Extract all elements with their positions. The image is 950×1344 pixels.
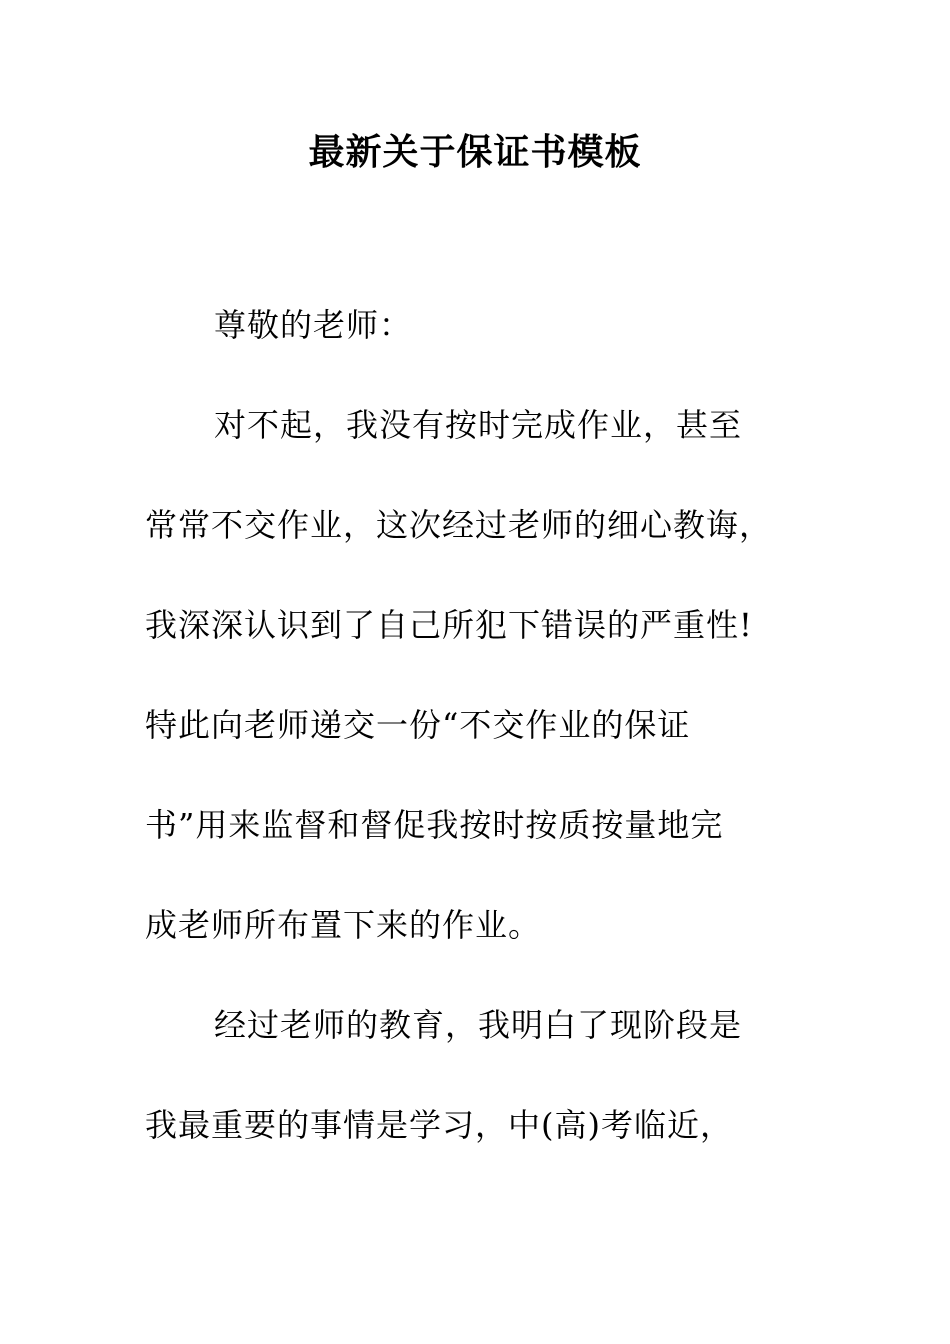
body-line: 书”用来监督和督促我按时按质按量地完 bbox=[145, 806, 724, 844]
body-line: 常常不交作业，这次经过老师的细心教诲， bbox=[145, 506, 773, 544]
body-line: 成老师所布置下来的作业。 bbox=[145, 906, 542, 944]
body-line: 我深深认识到了自己所犯下错误的严重性! bbox=[145, 606, 753, 644]
body-line: 对不起，我没有按时完成作业，甚至 bbox=[214, 406, 743, 444]
salutation-line: 尊敬的老师： bbox=[214, 306, 413, 344]
body-line: 特此向老师递交一份“不交作业的保证 bbox=[145, 706, 691, 744]
body-line: 我最重要的事情是学习，中(高)考临近， bbox=[145, 1106, 733, 1144]
document-title: 最新关于保证书模板 bbox=[308, 131, 642, 173]
body-line: 经过老师的教育，我明白了现阶段是 bbox=[214, 1006, 743, 1044]
